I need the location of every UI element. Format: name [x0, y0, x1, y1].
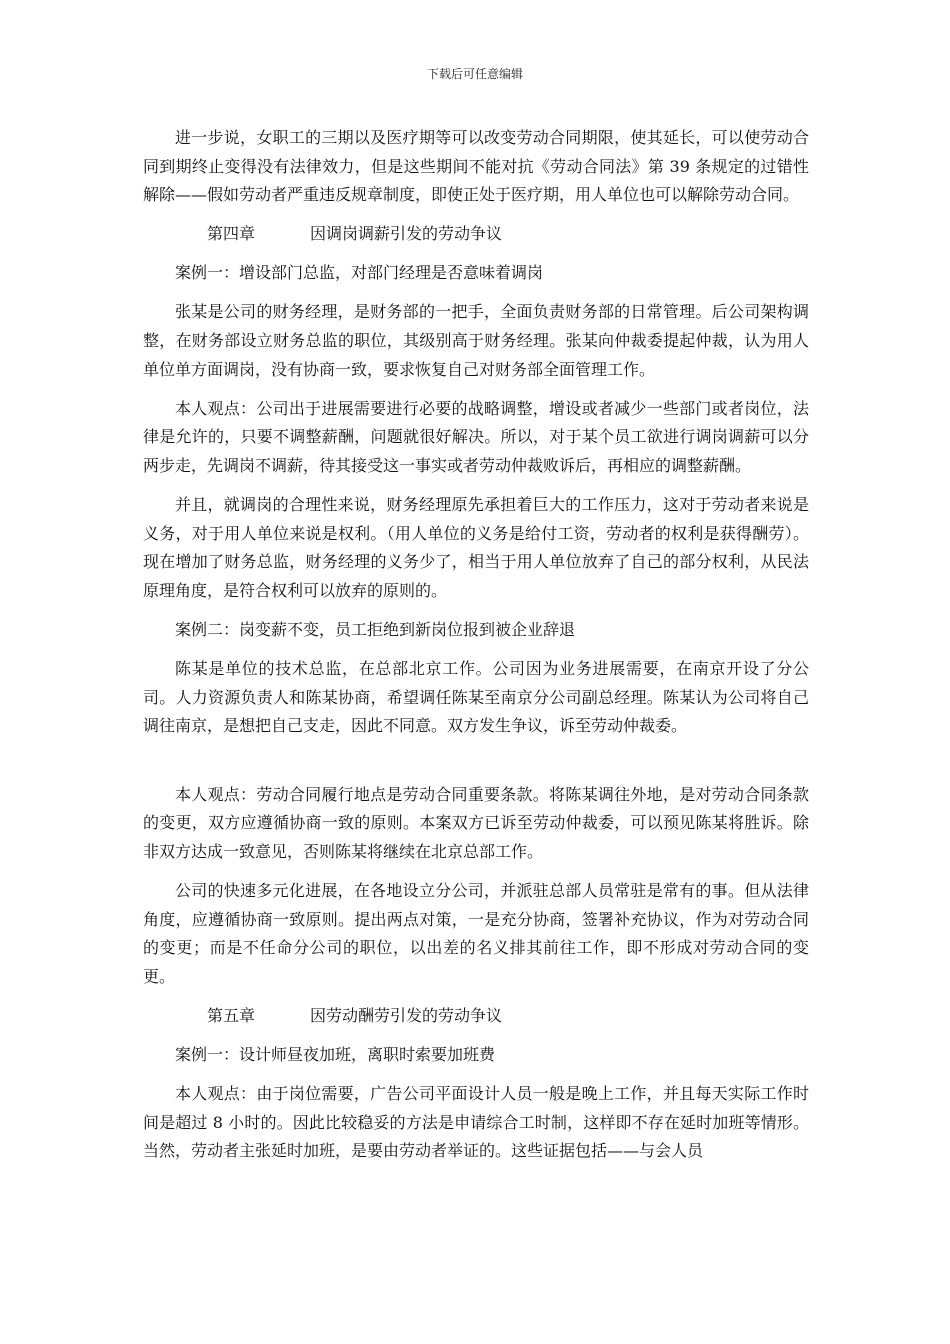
chapter-heading [143, 1002, 809, 1031]
case-title: 案例一：增设部门总监，对部门经理是否意味着调岗 [175, 263, 544, 283]
paragraph: 公司的快速多元化进展，在各地设立分公司，并派驻总部人员常驻是常有的事。但从法律角度，应遵循协商一致原则。提出两点对策，一是充分协商，签署补充协议，作为对劳动合同的变更；而是不任命分公司的职位，以出差的名义排其前往工作，即不形成对劳动合同的变更。 [143, 881, 809, 986]
chapter-heading [143, 220, 809, 249]
chapter-number: 第四章 [207, 224, 256, 244]
chapter-title: 因劳动酬劳引发的劳动争议 [310, 1005, 503, 1025]
case-title: 案例二：岗变薪不变，员工拒绝到新岗位报到被企业辞退 [175, 619, 576, 639]
chapter-title: 因调岗调薪引发的劳动争议 [310, 224, 503, 244]
paragraph: 并且，就调岗的合理性来说，财务经理原先承担着巨大的工作压力，这对于劳动者来说是义务，对于用人单位来说是权利。（用人单位的义务是给付工资，劳动者的权利是获得酬劳）。现在增加了财务总监，财务经理的义务少了，相当于用人单位放弃了自己的部分权利，从民法原理角度，是符合权利可以放弃的原则的。 [143, 495, 809, 600]
paragraph: 陈某是单位的技术总监，在总部北京工作。公司因为业务进展需要，在南京开设了分公司。人力资源负责人和陈某协商，希望调任陈某至南京分公司副总经理。陈某认为公司将自己调往南京，是想把自己支走，因此不同意。双方发生争议，诉至劳动仲裁委。 [143, 659, 809, 736]
case-title: 案例一：设计师昼夜加班，离职时索要加班费 [175, 1045, 496, 1065]
page-header: 下载后可任意编辑 [426, 67, 523, 81]
paragraph: 本人观点：由于岗位需要，广告公司平面设计人员一般是晚上工作，并且每天实际工作时间是超过 8 小时的。因此比较稳妥的方法是申请综合工时制，这样即不存在延时加班等情形。当然，劳动者主张延时加班，是要由劳动者举证的。这些证据包括——与会人员 [143, 1084, 809, 1161]
paragraph: 本人观点：劳动合同履行地点是劳动合同重要条款。将陈某调往外地，是对劳动合同条款的变更，双方应遵循协商一致的原则。本案双方已诉至劳动仲裁委，可以预见陈某将胜诉。除非双方达成一致意见，否则陈某将继续在北京总部工作。 [143, 784, 809, 861]
paragraph: 张某是公司的财务经理，是财务部的一把手，全面负责财务部的日常管理。后公司架构调整，在财务部设立财务总监的职位，其级别高于财务经理。张某向仲裁委提起仲裁，认为用人单位单方面调岗，没有协商一致，要求恢复自己对财务部全面管理工作。 [143, 302, 809, 379]
document-body [143, 124, 809, 1176]
paragraph: 进一步说，女职工的三期以及医疗期等可以改变劳动合同期限，使其延长，可以使劳动合同到期终止变得没有法律效力，但是这些期间不能对抗《劳动合同法》第 39 条规定的过错性解除——假如劳动者严重违反规章制度，即使正处于医疗期，用人单位也可以解除劳动合同。 [143, 128, 809, 205]
chapter-number: 第五章 [207, 1005, 256, 1025]
paragraph: 本人观点：公司出于进展需要进行必要的战略调整，增设或者减少一些部门或者岗位，法律是允许的，只要不调整薪酬，问题就很好解决。所以，对于某个员工欲进行调岗调薪可以分两步走，先调岗不调薪，待其接受这一事实或者劳动仲裁败诉后，再相应的调整薪酬。 [143, 398, 809, 475]
